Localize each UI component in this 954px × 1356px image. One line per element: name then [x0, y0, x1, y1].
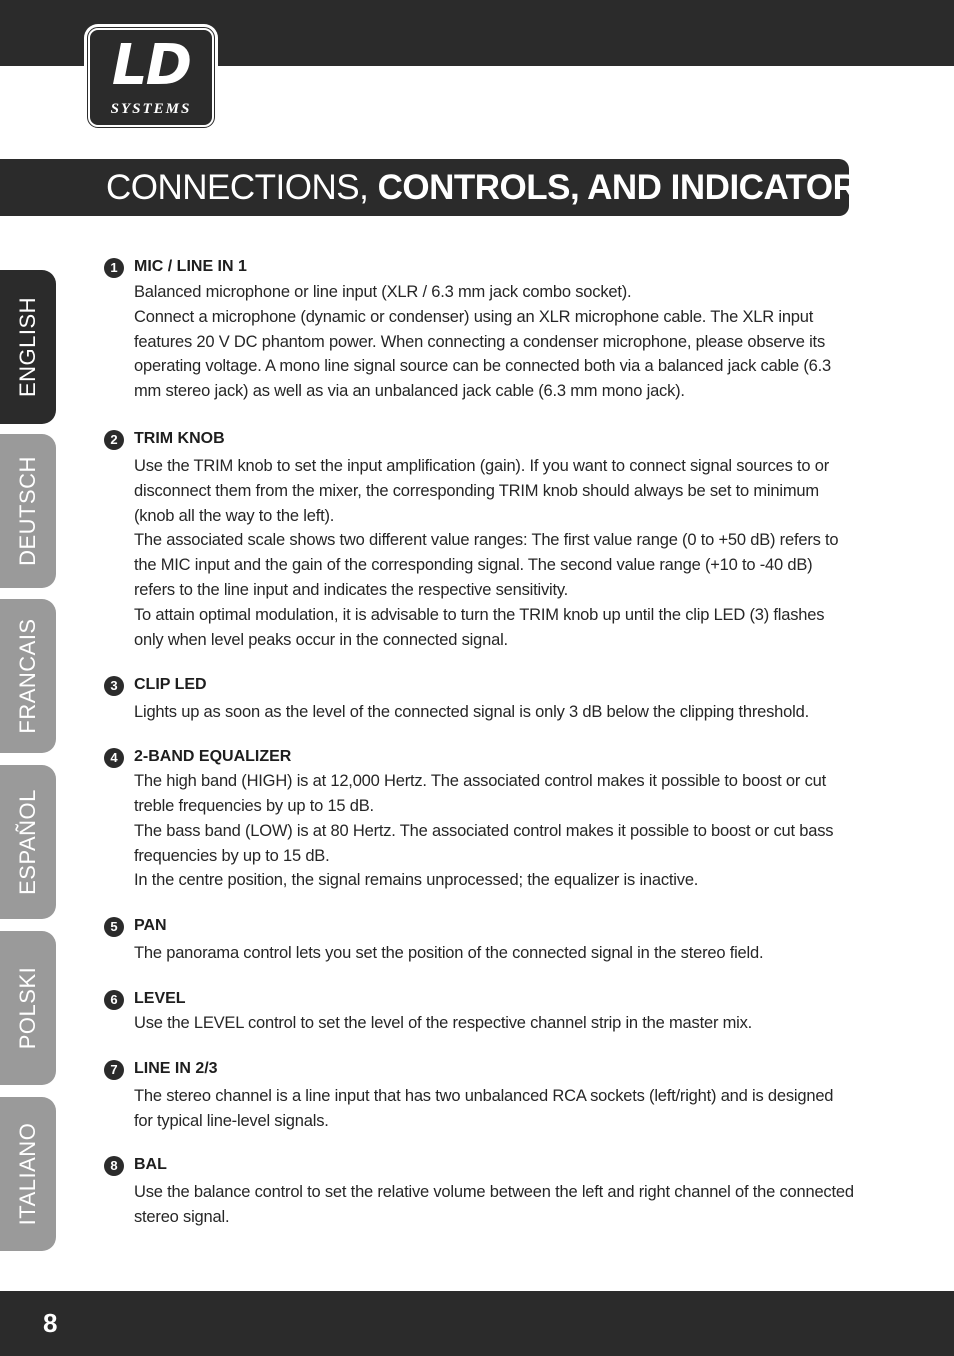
- item-heading: LINE IN 2/3: [134, 1059, 218, 1077]
- list-item: [104, 746, 854, 893]
- item-number-badge: 3: [104, 676, 124, 696]
- tab-label: POLSKI: [15, 966, 40, 1050]
- list-item: [104, 256, 854, 404]
- tab-label: ESPAÑOL: [15, 789, 40, 895]
- title-regular: CONNECTIONS,: [106, 168, 369, 207]
- item-paragraph: Use the balance control to set the relative volume between the left and right channel of the connected stereo signal.: [134, 1183, 854, 1227]
- item-number-badge: 2: [104, 430, 124, 450]
- list-item: [104, 428, 854, 652]
- item-paragraph: The stereo channel is a line input that has two unbalanced RCA sockets (left/right) and is designed for typical line-level signals.: [134, 1086, 834, 1130]
- item-paragraph: Use the TRIM knob to set the input amplification (gain). If you want to connect signal sources to or disconnect them from the mixer, the corresponding TRIM knob should always be set to minimum (knob all the way to the left).: [134, 456, 830, 525]
- logo-wordmark: LD: [111, 33, 191, 98]
- item-heading: BAL: [134, 1156, 167, 1174]
- item-heading: CLIP LED: [134, 676, 207, 694]
- tab-label: FRANCAIS: [15, 618, 40, 734]
- page-title: [106, 159, 891, 216]
- tab-label: ITALIANO: [15, 1122, 40, 1226]
- item-heading: PAN: [134, 917, 167, 935]
- brand-logo: [84, 24, 218, 131]
- list-item: [104, 1058, 854, 1134]
- title-bold: CONTROLS, AND INDICATORS:: [377, 168, 892, 207]
- list-item: [104, 915, 854, 966]
- section-title-bar: [0, 159, 892, 216]
- tab-espanol[interactable]: [0, 765, 56, 919]
- item-paragraph: Lights up as soon as the level of the connected signal is only 3 dB below the clipping threshold.: [134, 703, 809, 722]
- item-paragraph: The bass band (LOW) is at 80 Hertz. The associated control makes it possible to boost or cut bass frequencies by up to 15 dB.: [134, 821, 834, 865]
- item-paragraph: Balanced microphone or line input (XLR / 6.3 mm jack combo socket).: [134, 283, 632, 301]
- item-heading: MIC / LINE IN 1: [134, 258, 247, 275]
- item-paragraph: Connect a microphone (dynamic or condenser) using an XLR microphone cable. The XLR input features 20 V DC phantom power. When connecting a condenser microphone, please observe its operating voltage. A mono line signal source can be connected both via a balanced jack cable (6.3 mm stereo jack) as well as via an unbalanced jack cable (6.3 mm mono jack).: [134, 307, 831, 401]
- content-list: [104, 256, 854, 1230]
- tab-polski[interactable]: [0, 931, 56, 1085]
- tab-label: ENGLISH: [15, 296, 40, 398]
- logo-subtitle: SYSTEMS: [110, 101, 192, 117]
- tab-francais[interactable]: [0, 599, 56, 753]
- item-paragraph: The associated scale shows two different value ranges: The first value range (0 to +50 dB) refers to the MIC input and the gain of the corresponding signal. The second value range (+10 to -40 dB) refers to the line input and indicates the respective sensitivity.: [134, 531, 839, 599]
- list-item: [104, 1154, 854, 1230]
- item-paragraph: To attain optimal modulation, it is advisable to turn the TRIM knob up until the clip LED (3) flashes only when level peaks occur in the connected signal.: [134, 605, 825, 649]
- item-number-badge: 6: [104, 990, 124, 1010]
- tab-label: DEUTSCH: [15, 456, 40, 566]
- list-item: [104, 988, 854, 1036]
- footer-bar: [0, 1291, 954, 1356]
- item-number-badge: 1: [104, 258, 124, 278]
- item-heading: LEVEL: [134, 989, 186, 1007]
- tab-english[interactable]: [0, 270, 56, 424]
- tab-italiano[interactable]: [0, 1097, 56, 1251]
- item-paragraph: Use the LEVEL control to set the level of the respective channel strip in the master mix.: [134, 1013, 753, 1032]
- item-heading: TRIM KNOB: [134, 429, 225, 447]
- page-number: 8: [43, 1308, 58, 1338]
- item-number-badge: 5: [104, 917, 124, 937]
- item-number-badge: 7: [104, 1060, 124, 1080]
- list-item: [104, 674, 854, 725]
- item-number-badge: 4: [104, 748, 124, 768]
- item-number-badge: 8: [104, 1156, 124, 1176]
- item-paragraph: The panorama control lets you set the position of the connected signal in the stereo field.: [134, 944, 764, 963]
- tab-deutsch[interactable]: [0, 434, 56, 588]
- item-heading: 2-BAND EQUALIZER: [134, 748, 292, 766]
- item-paragraph: In the centre position, the signal remains unprocessed; the equalizer is inactive.: [134, 871, 699, 890]
- item-paragraph: The high band (HIGH) is at 12,000 Hertz. The associated control makes it possible to boost or cut treble frequencies by up to 15 dB.: [134, 772, 826, 815]
